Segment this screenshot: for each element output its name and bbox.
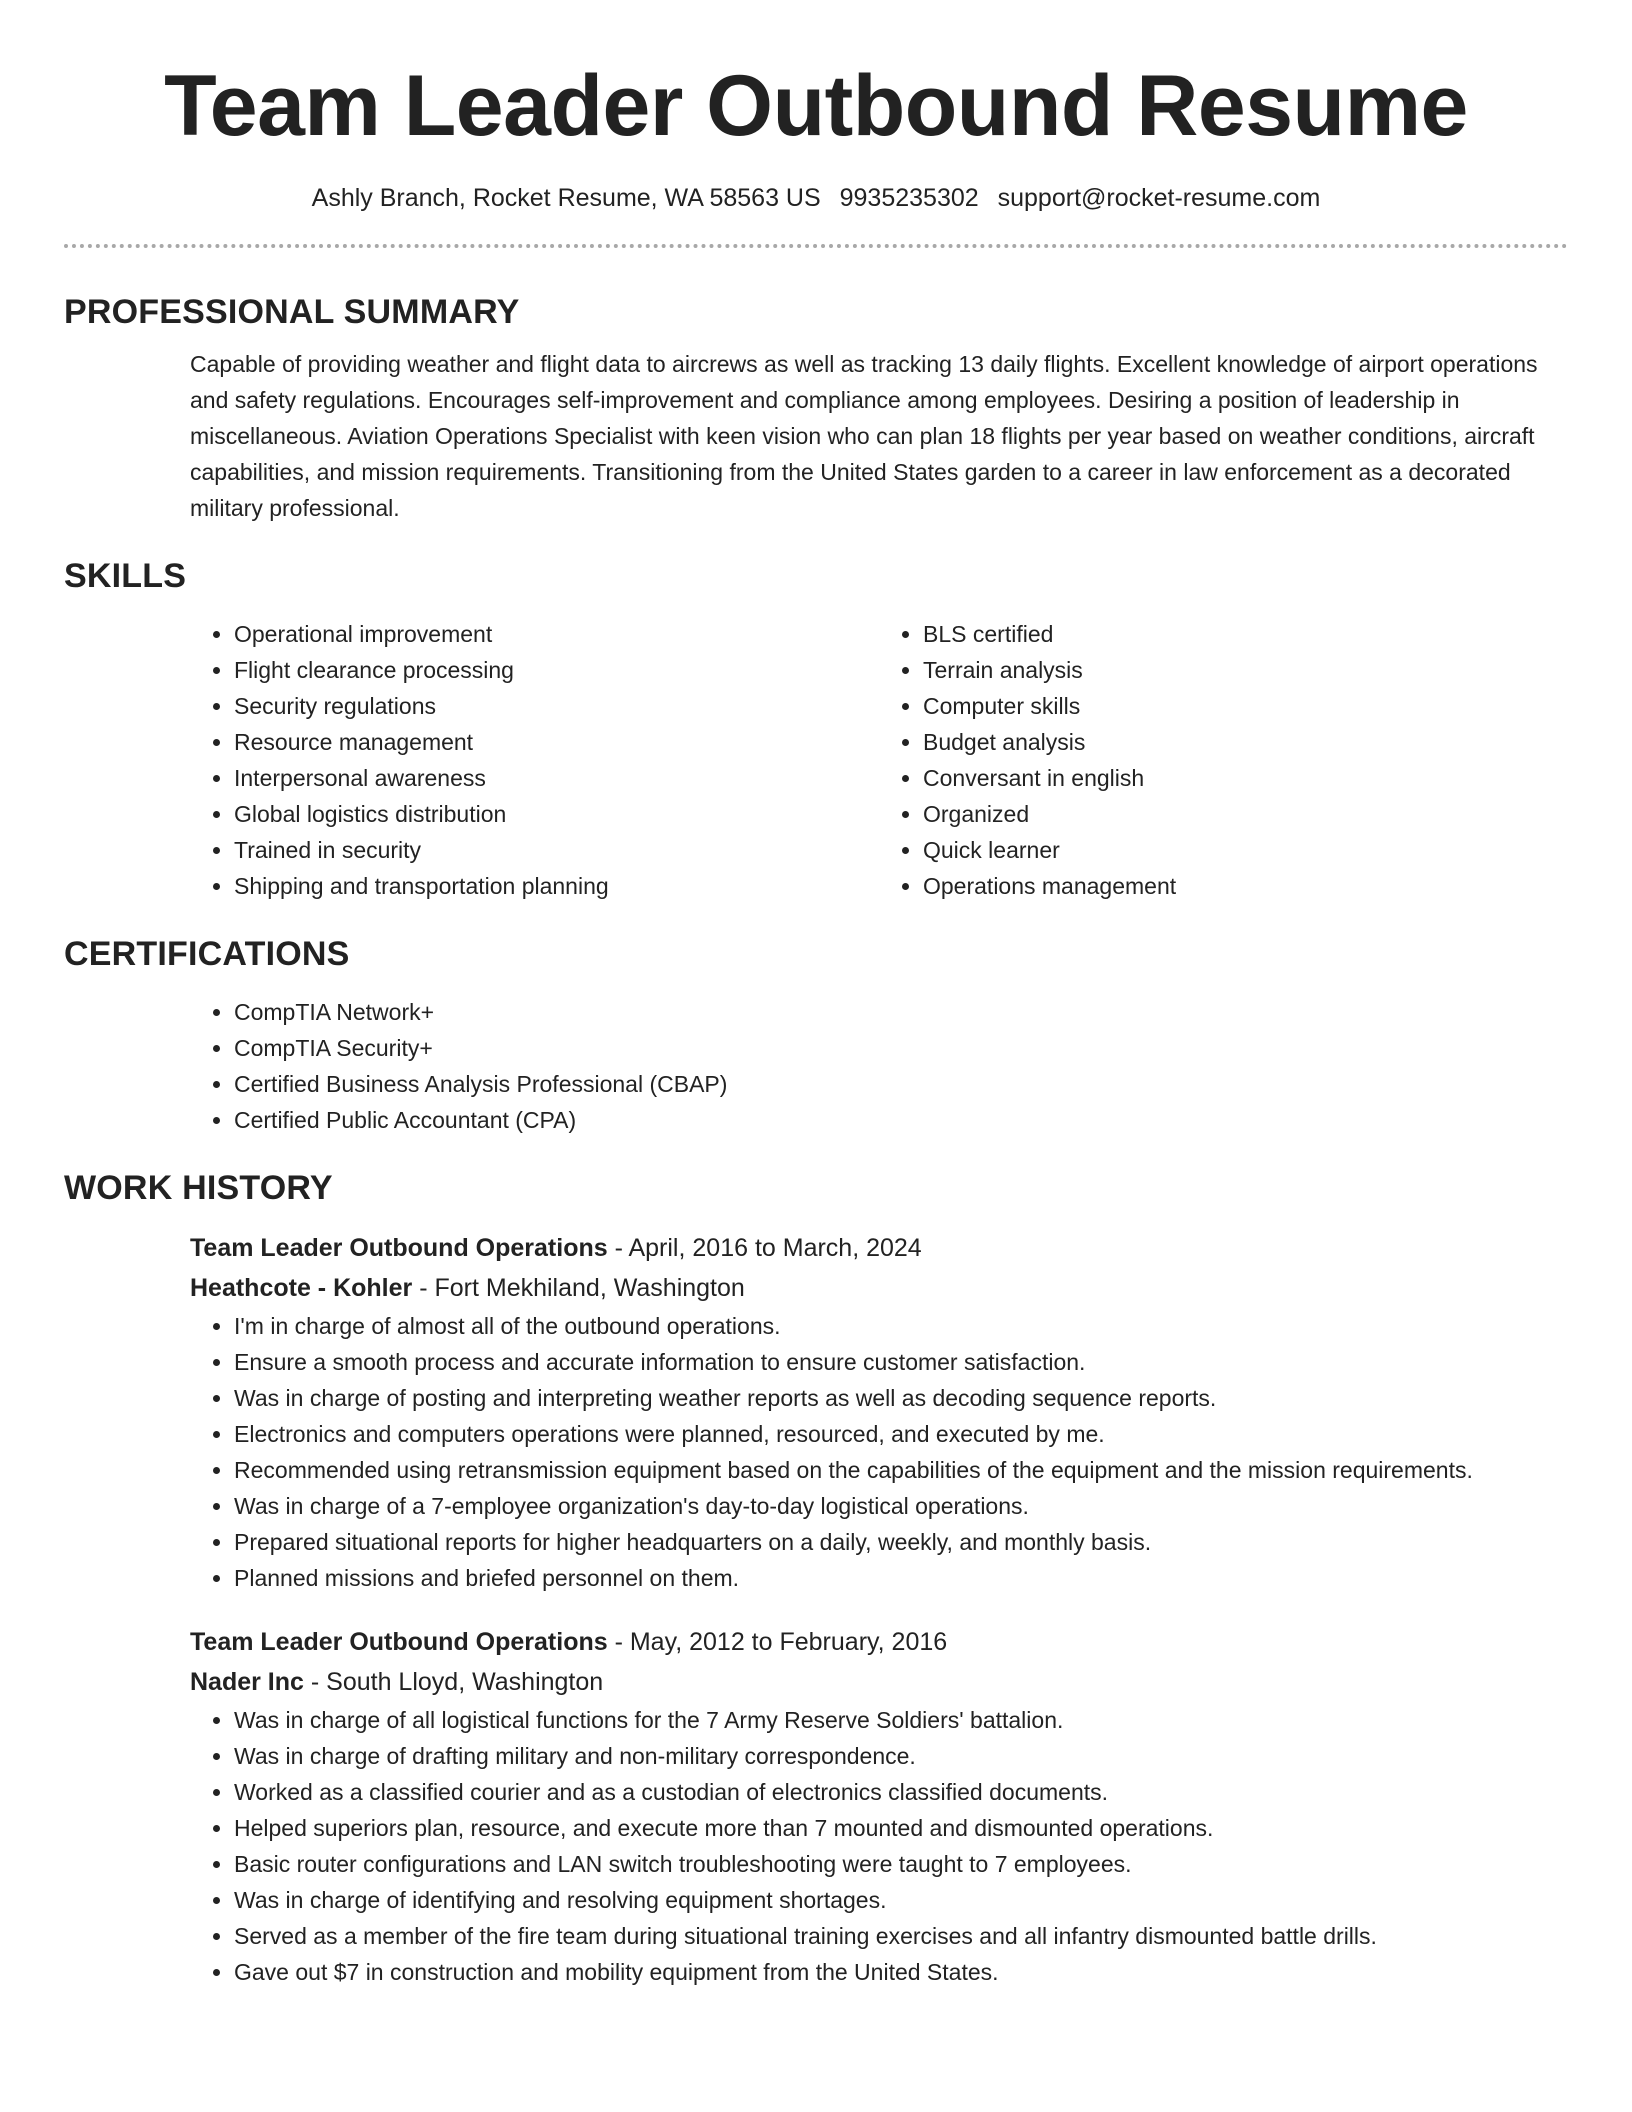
job-duty: • Worked as a classified courier and as a custodian of electronics classified documents.: [234, 1774, 1568, 1810]
skill-item: • Terrain analysis: [923, 652, 1568, 688]
skill-item: • Conversant in english: [923, 760, 1568, 796]
skill-item: • Global logistics distribution: [234, 796, 879, 832]
job-duties-list: [190, 1702, 1568, 1990]
job-title-line: [190, 1228, 1568, 1268]
skill-item: • Budget analysis: [923, 724, 1568, 760]
skill-item: • Organized: [923, 796, 1568, 832]
job-title: Team Leader Outbound Operations: [190, 1234, 608, 1262]
job-duty: • Was in charge of identifying and resolving equipment shortages.: [234, 1882, 1568, 1918]
job-duty: • Was in charge of drafting military and non-military correspondence.: [234, 1738, 1568, 1774]
skill-item: • Shipping and transportation planning: [234, 868, 879, 904]
job-duty: • Served as a member of the fire team during situational training exercises and all infantry dismounted battle drills.: [234, 1918, 1568, 1954]
skills-list-right: [879, 616, 1568, 904]
job-company-line: [190, 1662, 1568, 1702]
job-entry: [190, 1622, 1568, 1990]
certifications-heading: CERTIFICATIONS: [64, 935, 350, 973]
job-company: Nader Inc: [190, 1668, 304, 1696]
certification-item: • Certified Business Analysis Professional (CBAP): [234, 1066, 1568, 1102]
work-history-heading: WORK HISTORY: [64, 1169, 333, 1207]
certification-item: • CompTIA Network+: [234, 994, 1568, 1030]
job-duty: • Was in charge of a 7-employee organization's day-to-day logistical operations.: [234, 1488, 1568, 1524]
job-company: Heathcote - Kohler: [190, 1274, 413, 1302]
job-dates: - May, 2012 to February, 2016: [607, 1628, 948, 1656]
resume-title: Team Leader Outbound Resume: [164, 58, 1468, 154]
certifications-body: [190, 994, 1568, 1138]
skill-item: • Trained in security: [234, 832, 879, 868]
contact-line: [64, 182, 1568, 214]
contact-email: support@rocket-resume.com: [997, 184, 1321, 212]
skill-item: • Flight clearance processing: [234, 652, 879, 688]
certification-item: • CompTIA Security+: [234, 1030, 1568, 1066]
summary-body: [190, 346, 1568, 526]
skills-columns: [190, 616, 1568, 904]
job-title-line: [190, 1622, 1568, 1662]
certifications-list: [190, 994, 1568, 1138]
skill-item: • BLS certified: [923, 616, 1568, 652]
job-duty: • Planned missions and briefed personnel on them.: [234, 1560, 1568, 1596]
skill-item: • Computer skills: [923, 688, 1568, 724]
job-duties-list: [190, 1308, 1568, 1596]
summary-text: Capable of providing weather and flight data to aircrews as well as tracking 13 daily flights. Excellent knowledge of airport operations and safety regulations. Encourages self-improvement and compliance among employees. Desiring a position of leadership in miscellaneous. Aviation Operations Specialist with keen vision who can plan 18 flights per year based on weather conditions, aircraft capabilities, and mission requirements. Transitioning from the United States garden to a career in law enforcement as a decorated military professional.: [190, 351, 1538, 521]
skill-item: • Resource management: [234, 724, 879, 760]
job-dates: - April, 2016 to March, 2024: [607, 1234, 922, 1262]
job-duty: • Electronics and computers operations were planned, resourced, and executed by me.: [234, 1416, 1568, 1452]
job-duty: • Basic router configurations and LAN switch troubleshooting were taught to 7 employees.: [234, 1846, 1568, 1882]
skill-item: • Quick learner: [923, 832, 1568, 868]
job-duty: • I'm in charge of almost all of the outbound operations.: [234, 1308, 1568, 1344]
skill-item: • Operations management: [923, 868, 1568, 904]
skill-item: • Operational improvement: [234, 616, 879, 652]
certification-item: • Certified Public Accountant (CPA): [234, 1102, 1568, 1138]
job-duty: • Gave out $7 in construction and mobility equipment from the United States.: [234, 1954, 1568, 1990]
job-title: Team Leader Outbound Operations: [190, 1628, 608, 1656]
skill-item: • Interpersonal awareness: [234, 760, 879, 796]
job-duty: • Prepared situational reports for higher headquarters on a daily, weekly, and monthly basis.: [234, 1524, 1568, 1560]
skills-list-left: [190, 616, 879, 904]
job-location: - South Lloyd, Washington: [303, 1668, 604, 1696]
header-divider: [64, 244, 1568, 248]
summary-heading: PROFESSIONAL SUMMARY: [64, 293, 520, 331]
job-duty: • Helped superiors plan, resource, and execute more than 7 mounted and dismounted operations.: [234, 1810, 1568, 1846]
job-location: - Fort Mekhiland, Washington: [412, 1274, 745, 1302]
contact-address: Ashly Branch, Rocket Resume, WA 58563 US: [311, 184, 821, 212]
contact-phone: 9935235302: [839, 184, 979, 212]
job-entry: [190, 1228, 1568, 1596]
job-duty: • Was in charge of posting and interpreting weather reports as well as decoding sequence reports.: [234, 1380, 1568, 1416]
skill-item: • Security regulations: [234, 688, 879, 724]
skills-heading: SKILLS: [64, 557, 187, 595]
job-company-line: [190, 1268, 1568, 1308]
job-duty: • Ensure a smooth process and accurate information to ensure customer satisfaction.: [234, 1344, 1568, 1380]
job-duty: • Recommended using retransmission equipment based on the capabilities of the equipment and the mission requirements.: [234, 1452, 1568, 1488]
job-duty: • Was in charge of all logistical functions for the 7 Army Reserve Soldiers' battalion.: [234, 1702, 1568, 1738]
